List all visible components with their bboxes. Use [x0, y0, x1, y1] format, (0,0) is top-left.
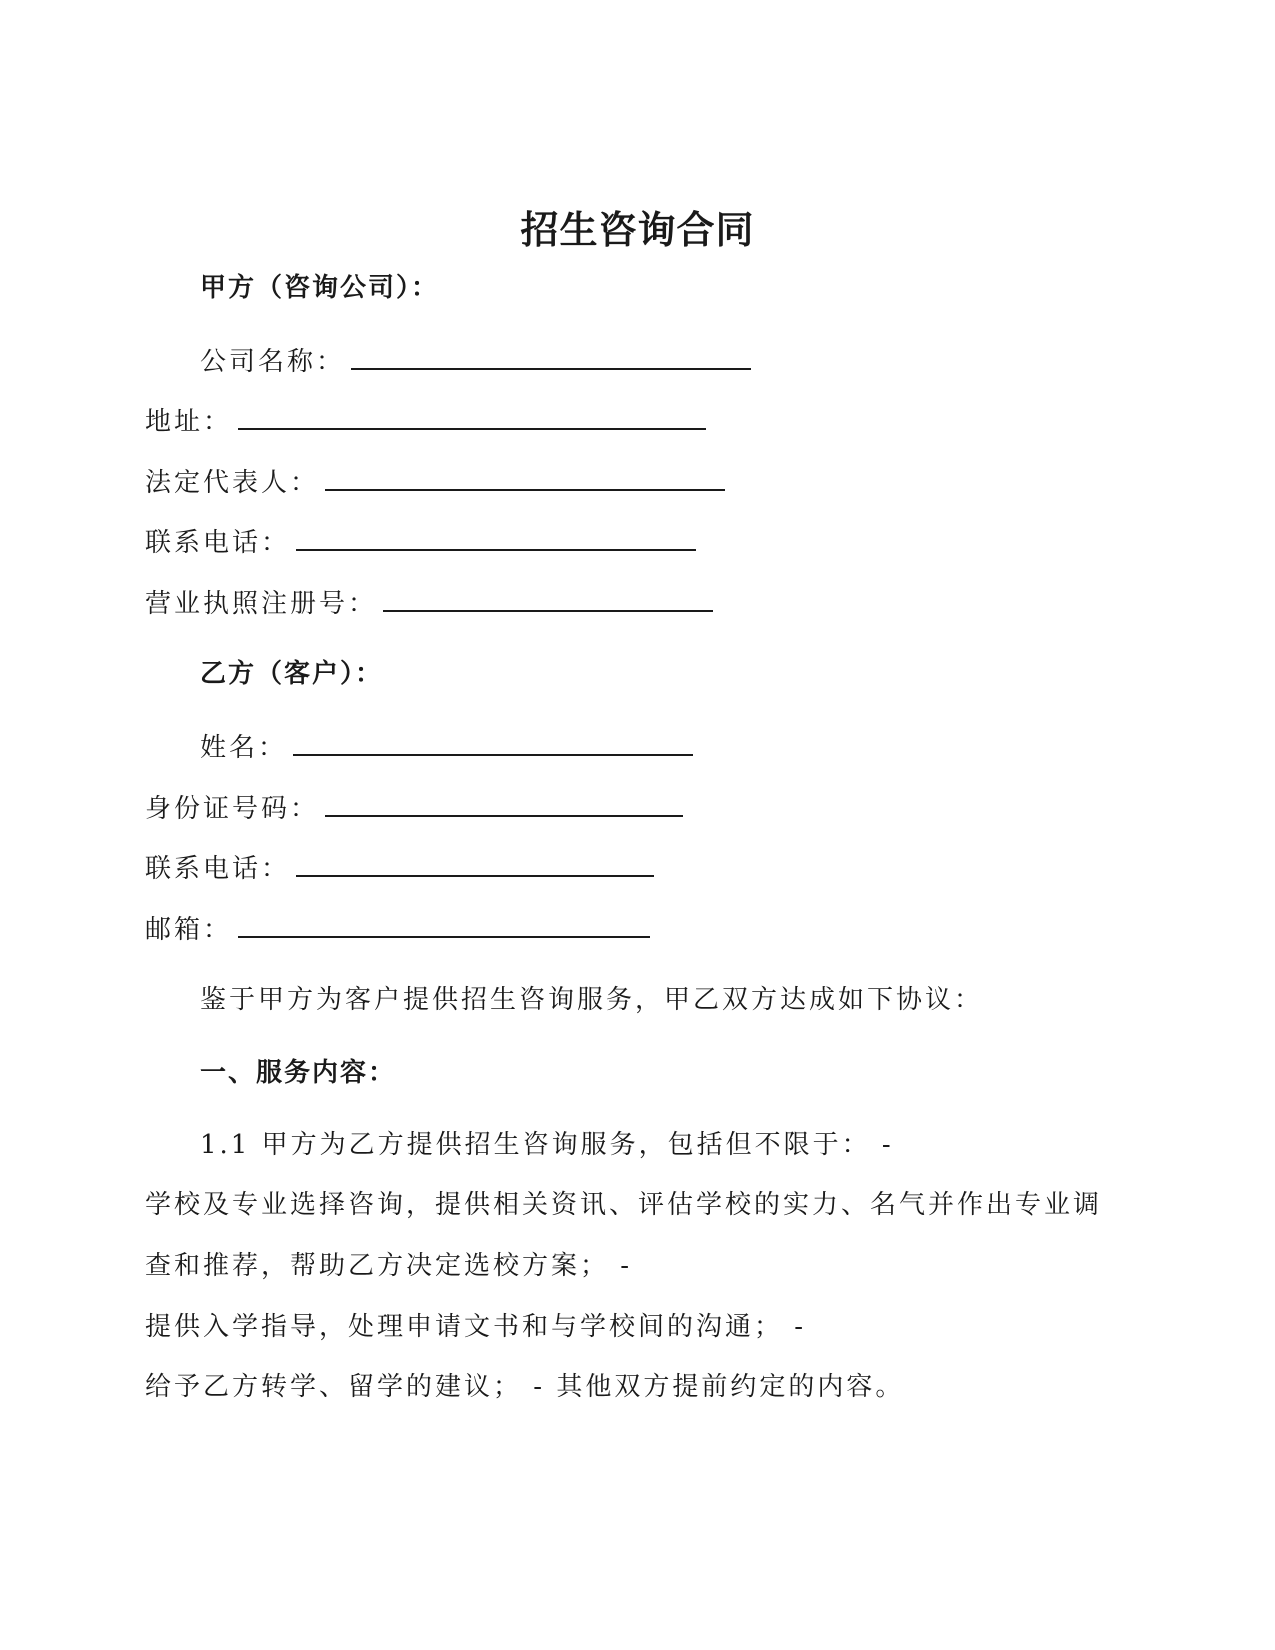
section-1-line: 学校及专业选择咨询，提供相关资讯、评估学校的实力、名气并作出专业调	[145, 1190, 1103, 1220]
party-a-phone-field[interactable]	[296, 521, 696, 551]
party-a-legal-rep-row	[145, 461, 725, 503]
party-a-address-row	[145, 400, 706, 442]
company-name-label: 公司名称：	[200, 347, 346, 377]
party-b-name-row	[200, 726, 693, 768]
party-b-phone-label: 联系电话：	[145, 854, 291, 884]
party-b-id-row	[145, 787, 683, 829]
party-b-heading: 乙方（客户）：	[200, 659, 384, 689]
section-1-line: 提供入学指导，处理申请文书和与学校间的沟通； -	[145, 1312, 807, 1342]
section-1-line: 给予乙方转学、留学的建议； - 其他双方提前约定的内容。	[145, 1372, 905, 1402]
party-a-heading: 甲方（咨询公司）：	[200, 273, 440, 303]
party-b-phone-field[interactable]	[296, 847, 654, 877]
address-field[interactable]	[238, 400, 706, 430]
address-label: 地址：	[145, 407, 233, 437]
section-1-line: 查和推荐，帮助乙方决定选校方案； -	[145, 1251, 633, 1281]
section-1-heading: 一、服务内容：	[200, 1058, 397, 1088]
name-field[interactable]	[293, 726, 693, 756]
document-title: 招生咨询合同	[520, 208, 755, 252]
party-a-phone-row	[145, 521, 696, 563]
email-field[interactable]	[238, 908, 650, 938]
company-name-field[interactable]	[351, 340, 751, 370]
email-label: 邮箱：	[145, 915, 233, 945]
license-field[interactable]	[383, 582, 713, 612]
id-number-field[interactable]	[325, 787, 683, 817]
party-a-license-row	[145, 582, 713, 624]
party-a-phone-label: 联系电话：	[145, 528, 291, 558]
section-1-line: 1.1 甲方为乙方提供招生咨询服务，包括但不限于： -	[200, 1130, 894, 1160]
license-label: 营业执照注册号：	[145, 589, 378, 619]
party-b-email-row	[145, 908, 650, 950]
legal-rep-label: 法定代表人：	[145, 468, 320, 498]
preamble: 鉴于甲方为客户提供招生咨询服务，甲乙双方达成如下协议：	[200, 985, 984, 1015]
id-number-label: 身份证号码：	[145, 794, 320, 824]
name-label: 姓名：	[200, 733, 288, 763]
legal-rep-field[interactable]	[325, 461, 725, 491]
party-b-phone-row	[145, 847, 654, 889]
party-a-company-name-row	[200, 340, 751, 382]
